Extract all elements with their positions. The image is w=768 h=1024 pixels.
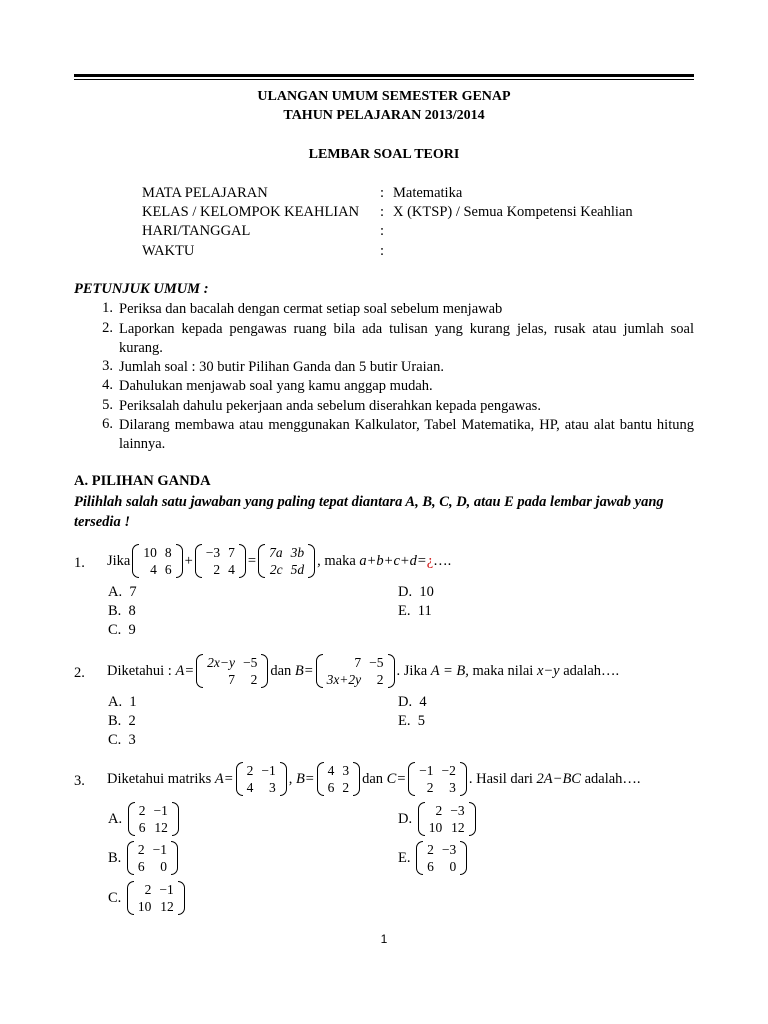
top-rule-thin — [74, 79, 694, 80]
option[interactable]: C. 2 −1 10 12 — [108, 881, 187, 915]
option[interactable]: B. 2 −1 6 0 — [108, 841, 180, 875]
matrix: 2 −1 4 3 — [236, 762, 287, 796]
option[interactable]: E. 2 −3 6 0 — [398, 841, 469, 875]
q3-b-label: B= — [295, 770, 315, 787]
title-year: TAHUN PELAJARAN 2013/2014 — [283, 108, 485, 123]
equals-sign: = — [247, 552, 257, 569]
list-num: 6. — [102, 416, 113, 432]
option[interactable]: D. 10 — [398, 584, 434, 600]
page-number: 1 — [380, 932, 388, 946]
matrix: 2 −1 6 12 — [128, 802, 179, 836]
matrix: 4 3 6 2 — [317, 762, 361, 796]
q2-text: . Jika — [396, 662, 428, 679]
q2-text: Diketahui : — [107, 662, 172, 679]
list-item: Jumlah soal : 30 butir Pilihan Ganda dan 5 butir Uraian. — [119, 359, 444, 375]
question-3 — [107, 762, 641, 796]
list-item: Laporkan kepada pengawas ruang bila ada tulisan yang kurang jelas, rusak atau jumlah soal kurang. — [119, 321, 694, 356]
question-1 — [107, 544, 451, 578]
matrix: 2x−y −5 7 2 — [196, 654, 268, 688]
question-number: 2. — [74, 665, 85, 681]
matrix: 2 −3 10 12 — [418, 802, 476, 836]
q2-b-label: B= — [294, 662, 314, 679]
option[interactable]: C. 9 — [108, 622, 136, 638]
option[interactable]: A. 7 — [108, 584, 137, 600]
q2-text: maka nilai — [472, 662, 534, 679]
q1-jika: Jika — [107, 552, 131, 569]
q3-text: . Hasil dari — [468, 770, 533, 787]
info-label: MATA PELAJARAN — [142, 185, 268, 201]
q3-a-label: A= — [214, 770, 234, 787]
title-exam: ULANGAN UMUM SEMESTER GENAP — [257, 89, 511, 104]
option[interactable]: B. 2 — [108, 713, 136, 729]
info-colon: : — [380, 204, 385, 220]
info-colon: : — [380, 223, 385, 239]
option[interactable]: B. 8 — [108, 603, 136, 619]
q3-comma: , — [288, 770, 293, 787]
q2-a-label: A= — [175, 662, 195, 679]
q3-dan: dan — [362, 770, 384, 787]
question-number: 3. — [74, 773, 85, 789]
info-colon: : — [380, 185, 385, 201]
matrix: 7a 3b 2c 5d — [258, 544, 315, 578]
list-num: 4. — [102, 377, 113, 393]
matrix: −3 7 2 4 — [195, 544, 246, 578]
list-num: 3. — [102, 358, 113, 374]
question-2 — [107, 654, 619, 688]
matrix: 2 −1 6 0 — [127, 841, 178, 875]
section-a-title: A. PILIHAN GANDA — [74, 473, 211, 489]
matrix: 2 −3 6 0 — [416, 841, 467, 875]
title-sheet: LEMBAR SOAL TEORI — [308, 147, 460, 162]
top-rule-thick — [74, 74, 694, 77]
option[interactable]: C. 3 — [108, 732, 136, 748]
question-number: 1. — [74, 555, 85, 571]
matrix: 2 −1 10 12 — [127, 881, 185, 915]
list-item: Dilarang membawa atau menggunakan Kalkulator, Tabel Matematika, HP, atau alat bantu hitung lainnya. — [119, 417, 694, 452]
q3-c-label: C= — [386, 770, 407, 787]
q2-condition: A = B, — [430, 662, 469, 679]
option[interactable]: D. 2 −3 10 12 — [398, 802, 478, 836]
option[interactable]: E. 11 — [398, 603, 432, 619]
info-label: HARI/TANGGAL — [142, 223, 251, 239]
q3-expression: 2A−BC — [536, 770, 581, 787]
q1-expression: a+b+c+d= — [359, 552, 427, 569]
matrix: 10 8 4 6 — [132, 544, 182, 578]
list-num: 5. — [102, 397, 113, 413]
matrix: 7 −5 3x+2y 2 — [316, 654, 395, 688]
q2-text: adalah…. — [563, 662, 620, 679]
option[interactable]: D. 4 — [398, 694, 427, 710]
section-a-instruction: Pilihlah salah satu jawaban yang paling tepat diantara A, B, C, D, atau E pada lembar jawab yang tersedia ! — [74, 494, 664, 530]
q1-dots: …. — [433, 552, 452, 569]
plus-sign: + — [184, 552, 193, 569]
petunjuk-title: PETUNJUK UMUM : — [74, 281, 209, 297]
list-num: 1. — [102, 300, 113, 316]
option[interactable]: A. 2 −1 6 12 — [108, 802, 181, 836]
info-label: WAKTU — [142, 243, 195, 259]
option[interactable]: A. 1 — [108, 694, 137, 710]
q3-text: adalah…. — [584, 770, 641, 787]
q1-maka: , maka — [317, 552, 356, 569]
q2-expression: x−y — [536, 662, 560, 679]
q3-text: Diketahui matriks — [107, 770, 212, 787]
q1-mark: ¿ — [426, 552, 434, 569]
list-num: 2. — [102, 320, 113, 336]
matrix: −1 −2 2 3 — [408, 762, 467, 796]
info-label: KELAS / KELOMPOK KEAHLIAN — [142, 204, 360, 220]
q2-dan: dan — [270, 662, 292, 679]
info-colon: : — [380, 243, 385, 259]
list-item: Periksalah dahulu pekerjaan anda sebelum diserahkan kepada pengawas. — [119, 398, 541, 414]
info-value: Matematika — [393, 185, 463, 201]
list-item: Periksa dan bacalah dengan cermat setiap soal sebelum menjawab — [119, 301, 503, 317]
info-value: X (KTSP) / Semua Kompetensi Keahlian — [393, 204, 633, 220]
list-item: Dahulukan menjawab soal yang kamu anggap mudah. — [119, 378, 433, 394]
option[interactable]: E. 5 — [398, 713, 425, 729]
